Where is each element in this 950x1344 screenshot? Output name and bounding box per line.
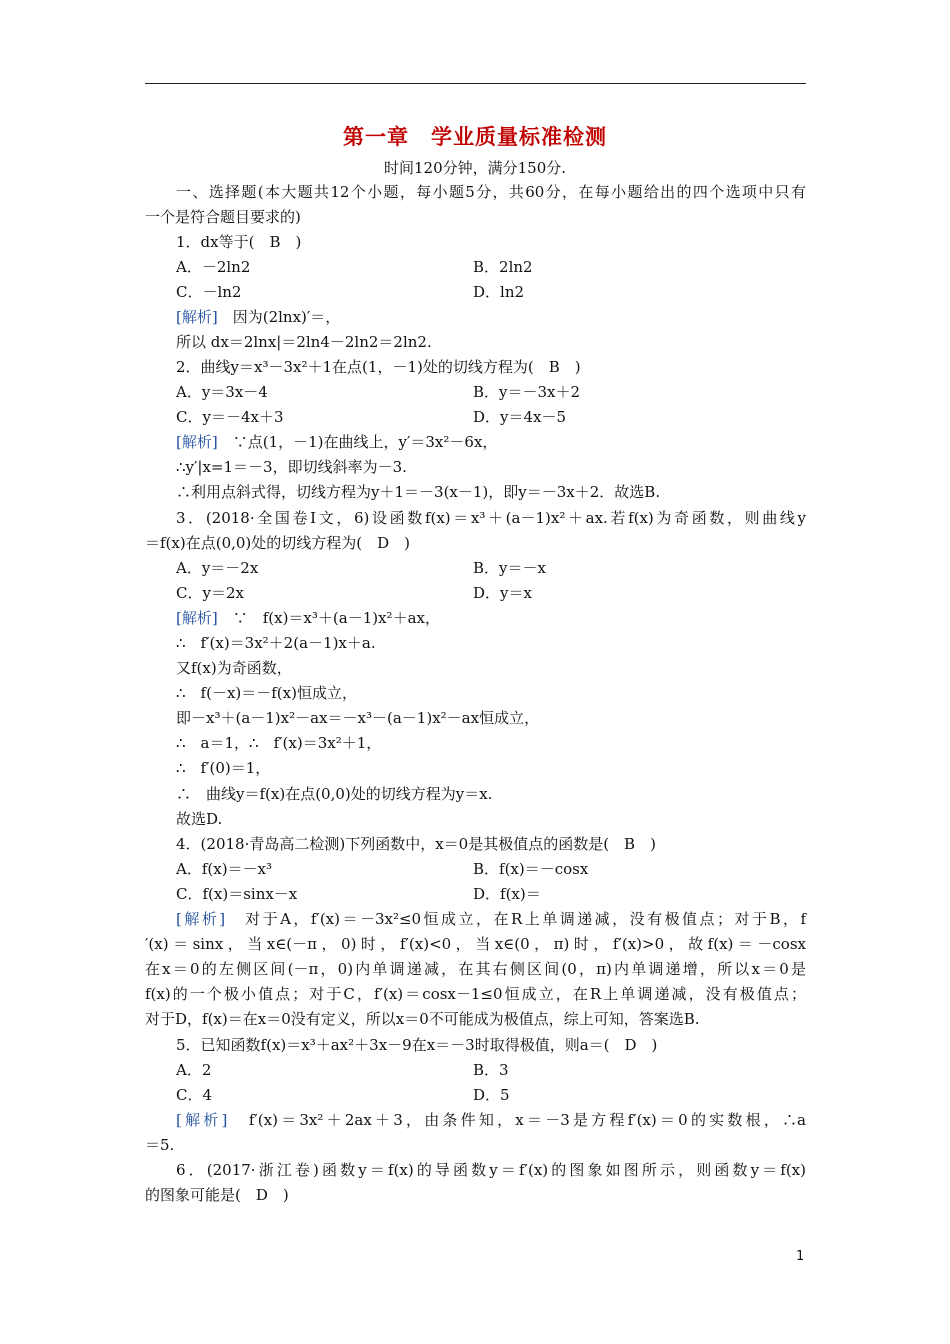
line-text: ∵ f(x)＝x³＋(a－1)x²＋ax， [217,609,440,627]
text-line [176,307,340,327]
text-line [176,257,250,277]
text-line [176,583,244,603]
line-text: ＝5. [145,1136,175,1154]
line-text: B．3 [473,1061,509,1079]
text-line [176,758,270,778]
analysis-tag: [解析] [176,1111,228,1129]
analysis-tag: [解析] [176,910,226,928]
text-line [145,959,806,979]
text-line [473,859,588,879]
line-text: 对于D，f(x)＝在x＝0没有定义，所以x＝0不可能成为极值点，综上可知，答案选B. [145,1010,700,1028]
line-text: 2．曲线y＝x³－3x²＋1在点(1，－1)处的切线方程为( B ) [176,358,581,376]
text-line [145,934,806,954]
text-line [176,182,806,202]
text-line [176,909,806,929]
line-text: ∵点(1，－1)在曲线上，y′＝3x²－6x， [217,433,498,451]
line-text: C．f(x)＝sinx－x [176,885,298,903]
line-text: 所以 dx＝2lnx|＝2ln4－2ln2＝2ln2. [176,333,432,351]
line-text: 一个是符合题目要求的) [145,208,301,226]
analysis-tag: [解析] [176,609,218,627]
line-text: 又f(x)为奇函数， [176,659,292,677]
text-line [176,708,539,728]
line-text: 因为(2lnx)′＝， [217,308,341,326]
text-line [176,407,284,427]
text-line [176,1035,657,1055]
line-text: A．－2ln2 [176,258,251,276]
text-line [176,733,381,753]
text-line [176,1110,806,1130]
text-line [176,332,432,352]
text-line [176,482,660,502]
text-line [176,608,440,628]
line-text: ∴ a＝1，∴ f′(x)＝3x²＋1， [176,734,382,752]
line-text: ∴ f(－x)＝－f(x)恒成立， [176,684,357,702]
text-line [145,1135,174,1155]
text-line [473,282,524,302]
text-line [176,432,497,452]
text-line [176,1160,806,1180]
text-line [176,884,297,904]
line-text: 4．(2018·青岛高二检测)下列函数中，x＝0是其极值点的函数是( B ) [176,835,656,853]
text-line [145,1009,700,1029]
line-text: D．y＝x [473,584,532,602]
text-line [176,382,268,402]
page-number: 1 [796,1249,805,1264]
text-line [145,1185,289,1205]
line-text: 对于A，f′(x)＝－3x²≤0恒成立，在R上单调递减，没有极值点；对于B，f [225,910,806,928]
line-text: D．f(x)＝ [473,885,541,903]
line-text: C．4 [176,1086,213,1104]
text-line [473,884,541,904]
line-text: 在x＝0的左侧区间(－π，0)内单调递减，在其右侧区间(0，π)内单调递增，所以x＝0是 [145,960,806,978]
text-line [473,382,580,402]
text-line [176,357,581,377]
line-text: C．－ln2 [176,283,242,301]
line-text: B．y＝－x [473,559,546,577]
text-line [176,834,656,854]
line-text: ∴ 曲线y＝f(x)在点(0,0)处的切线方程为y＝x. [176,785,493,803]
line-text: A．y＝3x－4 [176,383,268,401]
text-line [176,457,407,477]
text-line [176,859,272,879]
analysis-tag: [解析] [176,433,218,451]
line-text: A．y＝－2x [176,559,259,577]
text-line [176,784,492,804]
line-text: f(x)的一个极小值点；对于C，f′(x)＝cosx－1≤0恒成立，在R上单调递减，没有极值点； [145,985,806,1003]
line-text: B．f(x)＝－cosx [473,860,589,878]
text-line [176,282,241,302]
line-text: A．2 [176,1061,212,1079]
text-line [176,508,806,528]
line-text: D．5 [473,1086,510,1104]
line-text: 3．(2018·全国卷Ⅰ文，6)设函数f(x)＝x³＋(a－1)x²＋ax.若f(x)为奇函数，则曲线y [176,509,806,527]
text-line [145,984,806,1004]
line-text: 6．(2017·浙江卷)函数y＝f(x)的导函数y＝f′(x)的图象如图所示，则函数y＝f(x) [176,1161,806,1179]
line-text: ∴y′|x=1＝－3，即切线斜率为－3. [176,458,407,476]
line-text: 5．已知函数f(x)＝x³＋ax²＋3x－9在x＝－3时取得极值，则a＝( D ) [176,1036,658,1054]
text-line [176,1085,212,1105]
line-text: ∴利用点斜式得，切线方程为y＋1＝－3(x－1)，即y＝－3x＋2．故选B. [176,483,661,501]
line-text: ∴ f′(x)＝3x²＋2(a－1)x＋a. [176,634,376,652]
line-text: B．y＝－3x＋2 [473,383,581,401]
text-line [145,207,301,227]
text-line [176,232,301,252]
line-text: ∴ f′(0)＝1， [176,759,271,777]
line-text: 即－x³＋(a－1)x²－ax＝－x³－(a－1)x²－ax恒成立， [176,709,540,727]
line-text: C．y＝2x [176,584,244,602]
text-line [473,558,546,578]
text-line [145,533,410,553]
text-line [176,558,258,578]
analysis-tag: [解析] [176,308,218,326]
line-text: 1．dx等于( B ) [176,233,302,251]
text-line [473,407,566,427]
line-text: 的图象可能是( D ) [145,1186,289,1204]
text-line [176,1060,211,1080]
line-text: A．f(x)＝－x³ [176,860,273,878]
header-rule [145,83,806,84]
chapter-title: 第一章 学业质量标准检测 [343,125,607,149]
line-text: ′(x)＝sinx，当x∈(－π，0)时，f′(x)<0，当x∈(0，π)时，f′(x)>0，故f(x)＝－cosx [145,935,806,953]
line-text: 一、选择题(本大题共12个小题，每小题5分，共60分，在每小题给出的四个选项中只有 [176,183,806,201]
text-line [176,809,222,829]
text-line [176,633,376,653]
line-text: ＝f(x)在点(0,0)处的切线方程为( D ) [145,534,411,552]
exam-info: 时间120分钟，满分150分. [383,159,567,177]
line-text: B．2ln2 [473,258,533,276]
text-line [176,683,357,703]
text-line [176,658,292,678]
line-text: 故选D. [176,810,223,828]
text-line [473,1060,509,1080]
line-text: D．ln2 [473,283,525,301]
text-line [473,257,533,277]
line-text: C．y＝－4x＋3 [176,408,284,426]
text-line [473,1085,510,1105]
text-line [473,583,532,603]
line-text: D．y＝4x－5 [473,408,567,426]
line-text: f′(x)＝3x²＋2ax＋3，由条件知，x＝－3是方程f′(x)＝0的实数根，∴a [227,1111,806,1129]
